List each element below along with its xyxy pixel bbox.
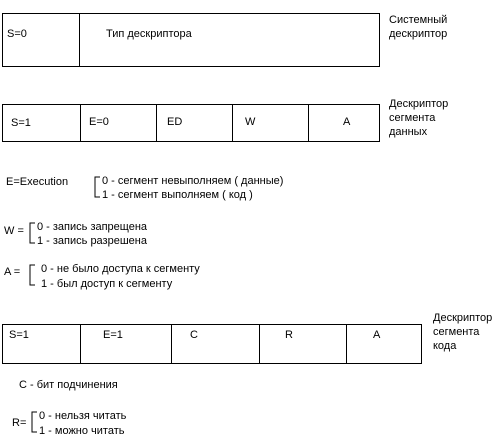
cell-label: ED — [167, 116, 183, 128]
code-descriptor-cell-a — [346, 325, 421, 363]
data-segment-descriptor-box — [2, 104, 380, 142]
read-option-1: 1 - можно читать — [39, 425, 125, 437]
cell-label: E=1 — [103, 329, 123, 341]
system-descriptor-cell-type — [79, 14, 379, 66]
execution-key: E=Execution — [6, 176, 69, 188]
read-key: R= — [12, 417, 27, 429]
access-option-0: 0 - не было доступа к сегменту — [41, 263, 200, 275]
system-descriptor-box — [2, 13, 380, 67]
cell-label: S=0 — [7, 28, 27, 40]
code-descriptor-cell-c — [171, 325, 259, 363]
data-descriptor-cell-a — [308, 105, 379, 141]
cell-label: R — [285, 329, 293, 341]
code-descriptor-cell-e — [80, 325, 171, 363]
cell-label: E=0 — [89, 116, 109, 128]
system-descriptor-label: Системный дескриптор — [389, 14, 448, 40]
data-descriptor-cell-w — [232, 105, 308, 141]
access-key: A = — [4, 266, 21, 278]
cell-label: W — [245, 116, 256, 128]
execution-brace — [93, 176, 101, 198]
cell-label: S=1 — [9, 329, 29, 341]
read-brace — [30, 411, 38, 433]
conforming-note: C - бит подчинения — [19, 379, 118, 391]
data-descriptor-cell-s — [3, 105, 80, 141]
cell-label: C — [190, 329, 198, 341]
cell-label: A — [343, 116, 351, 128]
data-descriptor-cell-e — [80, 105, 156, 141]
write-brace — [28, 222, 36, 244]
write-option-1: 1 - запись разрешена — [37, 235, 147, 247]
system-descriptor-cell-s — [3, 14, 79, 66]
execution-option-1: 1 - сегмент выполняем ( код ) — [102, 189, 253, 201]
cell-label: Тип дескриптора — [106, 28, 192, 40]
code-descriptor-cell-s — [3, 325, 80, 363]
cell-label: S=1 — [11, 117, 31, 129]
data-descriptor-cell-ed — [156, 105, 232, 141]
access-brace — [28, 264, 36, 286]
code-segment-descriptor-box — [2, 324, 422, 364]
data-segment-descriptor-label: Дескриптор сегмента данных — [389, 98, 449, 138]
access-option-1: 1 - был доступ к сегменту — [41, 278, 173, 290]
cell-label: A — [373, 329, 381, 341]
read-option-0: 0 - нельзя читать — [39, 410, 127, 422]
code-segment-descriptor-label: Дескриптор сегмента кода — [433, 312, 493, 352]
write-option-0: 0 - запись запрещена — [37, 221, 148, 233]
execution-option-0: 0 - сегмент невыполняем ( данные) — [102, 175, 284, 187]
write-key: W = — [4, 225, 24, 237]
code-descriptor-cell-r — [259, 325, 346, 363]
